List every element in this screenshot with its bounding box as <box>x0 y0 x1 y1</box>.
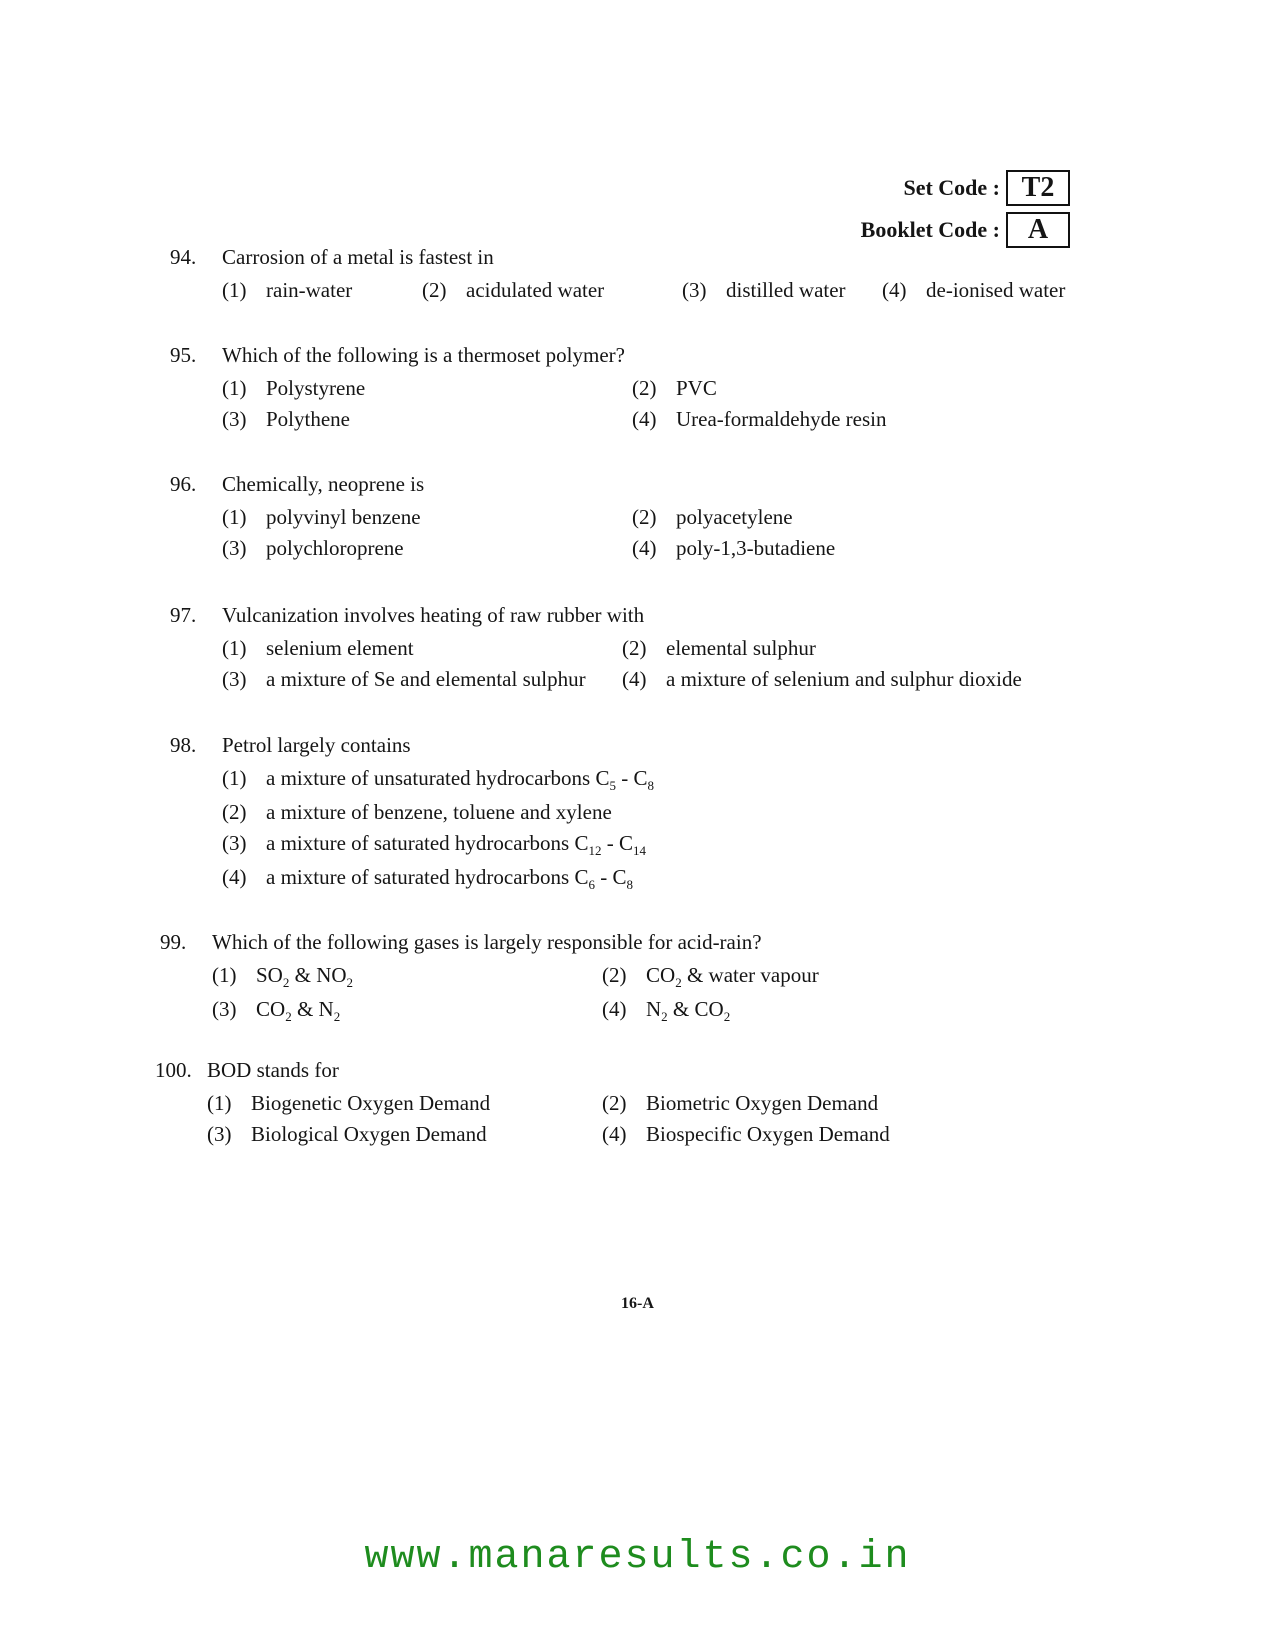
option-4: (4) poly-1,3-butadiene <box>632 536 836 560</box>
option-4: (4) de-ionised water <box>882 278 1066 302</box>
booklet-codes <box>861 170 1070 254</box>
option-3: (3) distilled water <box>682 278 846 302</box>
question-number: 100. <box>155 1058 192 1082</box>
option-3: (3) $CO_2$ & $N_2$ <box>212 997 341 1025</box>
option-1: (1) a mixture of unsaturated hydrocarbons $C_5 - C_8$ <box>222 766 654 794</box>
option-2: (2) elemental sulphur <box>622 636 816 660</box>
option-2: (2) polyacetylene <box>632 505 793 529</box>
option-4: (4) a mixture of selenium and sulphur dioxide <box>622 667 1022 691</box>
option-4: (4) a mixture of saturated hydrocarbons $C_6 - C_8$ <box>222 865 633 893</box>
question-number: 99. <box>160 930 187 954</box>
option-4: (4) Biospecific Oxygen Demand <box>602 1122 890 1146</box>
question-97 <box>170 603 1090 692</box>
question-text: Petrol largely contains <box>222 733 411 757</box>
option-2: (2) PVC <box>632 376 717 400</box>
website-watermark: www.manaresults.co.in <box>364 1535 911 1580</box>
option-4: (4) Urea-formaldehyde resin <box>632 407 887 431</box>
question-95 <box>170 343 1090 432</box>
option-1: (1) Biogenetic Oxygen Demand <box>207 1091 491 1115</box>
page-number: 16-A <box>621 1295 654 1312</box>
question-text: Vulcanization involves heating of raw rubber with <box>222 603 645 627</box>
option-3: (3) Biological Oxygen Demand <box>207 1122 487 1146</box>
question-text: BOD stands for <box>207 1058 339 1082</box>
question-number: 96. <box>170 472 197 496</box>
question-99 <box>160 930 1080 1025</box>
option-3: (3) polychloroprene <box>222 536 404 560</box>
option-1: (1) $SO_2$ & $NO_2$ <box>212 963 354 991</box>
option-3: (3) a mixture of saturated hydrocarbons $C_{12} - C_{14}$ <box>222 831 646 859</box>
question-number: 95. <box>170 343 197 367</box>
option-2: (2) a mixture of benzene, toluene and xylene <box>222 800 612 825</box>
option-1: (1) rain-water <box>222 278 353 302</box>
option-2: (2) Biometric Oxygen Demand <box>602 1091 879 1115</box>
option-1: (1) Polystyrene <box>222 376 366 400</box>
booklet-code-row <box>861 212 1070 248</box>
question-text: Chemically, neoprene is <box>222 472 425 496</box>
option-1: (1) selenium element <box>222 636 414 660</box>
option-3: (3) a mixture of Se and elemental sulphur <box>222 667 586 691</box>
option-2: (2) acidulated water <box>422 278 605 302</box>
question-number: 94. <box>170 245 197 269</box>
option-4: (4) $N_2$ & $CO_2$ <box>602 997 731 1025</box>
question-number: 98. <box>170 733 197 757</box>
question-100 <box>155 1058 1075 1147</box>
option-2: (2) $CO_2$ & water vapour <box>602 963 819 991</box>
question-text: Carrosion of a metal is fastest in <box>222 245 494 269</box>
question-text: Which of the following is a thermoset polymer? <box>222 343 625 367</box>
set-code-value: T2 <box>1006 170 1070 206</box>
question-96 <box>170 472 1090 561</box>
booklet-code-value: A <box>1006 212 1070 248</box>
question-text: Which of the following gases is largely responsible for acid-rain? <box>212 930 762 954</box>
option-3: (3) Polythene <box>222 407 350 431</box>
set-code-label: Set Code : <box>903 175 1000 200</box>
question-98 <box>170 733 1090 894</box>
question-number: 97. <box>170 603 197 627</box>
booklet-code-label: Booklet Code : <box>860 217 1000 242</box>
option-1: (1) polyvinyl benzene <box>222 505 421 529</box>
question-94 <box>170 245 1090 303</box>
set-code-row <box>861 170 1070 206</box>
